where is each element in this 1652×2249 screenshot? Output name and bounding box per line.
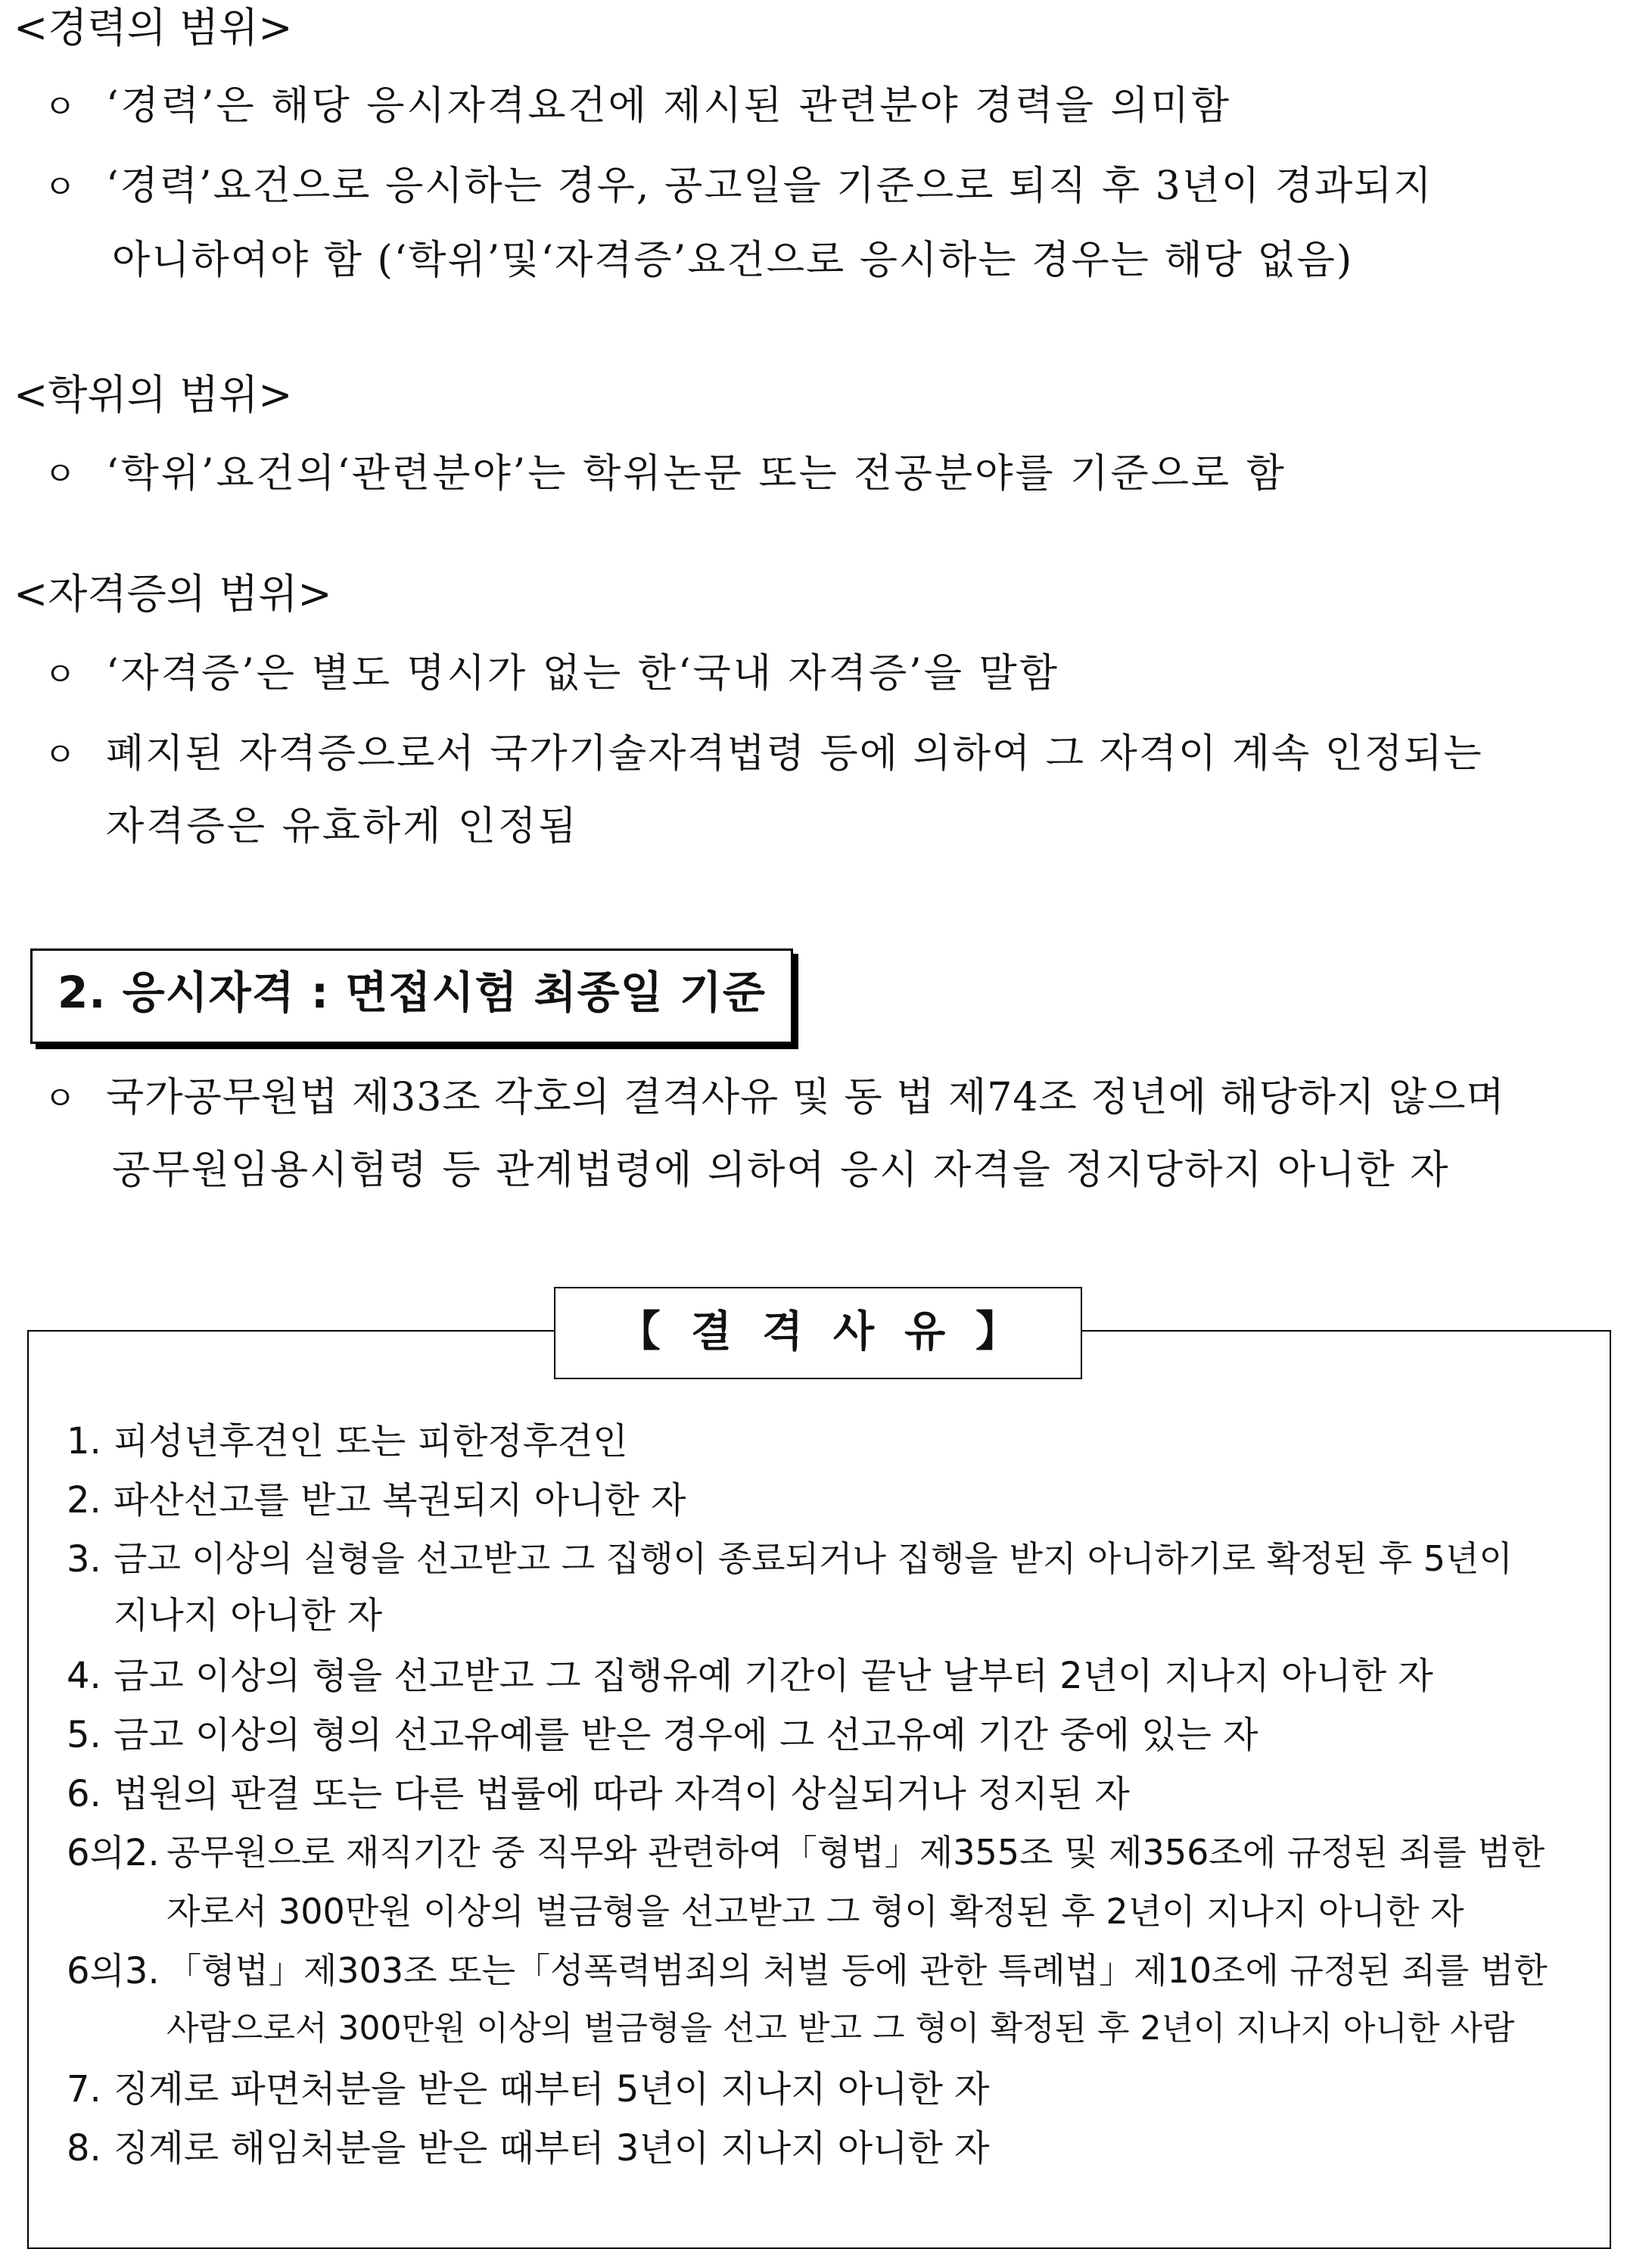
disqualification-item: 금고 이상의 실형을 선고받고 그 집행이 종료되거나 집행을 받지 아니하기로 확정된 후 5년이 [114,1538,1513,1579]
item-number: 3. [67,1538,101,1581]
section-title-box [30,949,793,1044]
item-number: 6의3. [67,1950,160,1992]
disqualification-item: 금고 이상의 형의 선고유예를 받은 경우에 그 선고유예 기간 중에 있는 자 [114,1714,1258,1756]
item-number: 1. [67,1420,101,1462]
section2-bullet-line-2: 공무원임용시험령 등 관계법령에 의하여 응시 자격을 정지당하지 아니한 자 [112,1148,1450,1193]
section2-bullet-line-1: 국가공무원법 제33조 각호의 결격사유 및 동 법 제74조 정년에 해당하지 않으며 [106,1075,1505,1120]
item-number: 6. [67,1773,101,1815]
bullet-symbol: ㅇ [44,736,76,774]
item-number: 7. [67,2068,101,2110]
disqualification-item-cont: 지나지 아니한 자 [114,1594,383,1637]
degree-heading: <학위의 범위> [14,371,293,419]
license-bullet-1: ‘자격증’은 별도 명시가 없는 한‘국내 자격증’을 말함 [106,651,1059,696]
disqualification-title: 【결격사유】 [618,1307,1049,1357]
disqualification-item: 법원의 판결 또는 다른 법률에 따라 자격이 상실되거나 정지된 자 [114,1773,1130,1815]
license-bullet-2-line-1: 폐지된 자격증으로서 국가기술자격법령 등에 의하여 그 자격이 계속 인정되는 [106,731,1483,777]
item-number: 2. [67,1479,101,1522]
license-heading: <자격증의 범위> [14,570,332,618]
disqualification-item-cont: 사람으로서 300만원 이상의 벌금형을 선고 받고 그 형이 확정된 후 2년이 지나지 아니한 사람 [166,2009,1515,2048]
disqualification-item: 공무원으로 재직기간 중 직무와 관련하여「형법」제355조 및 제356조에 규정된 죄를 범한 [166,1832,1545,1873]
bullet-symbol: ㅇ [44,455,76,494]
section-title: 2. 응시자격 : 면접시험 최종일 기준 [58,967,766,1018]
disqualification-item: 징계로 파면처분을 받은 때부터 5년이 지나지 아니한 자 [114,2068,990,2110]
bullet-symbol: ㅇ [44,88,76,126]
bullet-symbol: ㅇ [44,168,76,207]
career-bullet-2-line-2: 아니하여야 함 (‘학위’및‘자격증’요건으로 응시하는 경우는 해당 없음) [112,238,1354,283]
license-bullet-2-line-2: 자격증은 유효하게 인정됨 [106,804,579,849]
item-number: 5. [67,1714,101,1756]
career-bullet-2-line-1: ‘경력’요건으로 응시하는 경우, 공고일을 기준으로 퇴직 후 3년이 경과되지 [106,164,1433,209]
bullet-symbol: ㅇ [44,656,76,694]
degree-bullet-1: ‘학위’요건의‘관련분야’는 학위논문 또는 전공분야를 기준으로 함 [106,451,1286,497]
disqualification-item: 「형법」제303조 또는「성폭력범죄의 처벌 등에 관한 특례법」제10조에 규정된 죄를 범한 [166,1950,1548,1991]
bullet-symbol: ㅇ [44,1079,76,1118]
career-heading: <경력의 범위> [14,4,293,51]
item-number: 4. [67,1655,101,1697]
disqualification-item: 금고 이상의 형을 선고받고 그 집행유예 기간이 끝난 날부터 2년이 지나지 아니한 자 [114,1655,1433,1697]
career-bullet-1: ‘경력’은 해당 응시자격요건에 제시된 관련분야 경력을 의미함 [106,83,1232,129]
item-number: 6의2. [67,1832,160,1874]
item-number: 8. [67,2127,101,2170]
disqualification-item: 피성년후견인 또는 피한정후견인 [114,1420,628,1462]
disqualification-item-cont: 자로서 300만원 이상의 벌금형을 선고받고 그 형이 확정된 후 2년이 지나지 아니한 자 [166,1891,1464,1932]
disqualification-item: 징계로 해임처분을 받은 때부터 3년이 지나지 아니한 자 [114,2127,990,2170]
disqualification-title-box [554,1287,1082,1379]
disqualification-item: 파산선고를 받고 복권되지 아니한 자 [114,1479,686,1522]
